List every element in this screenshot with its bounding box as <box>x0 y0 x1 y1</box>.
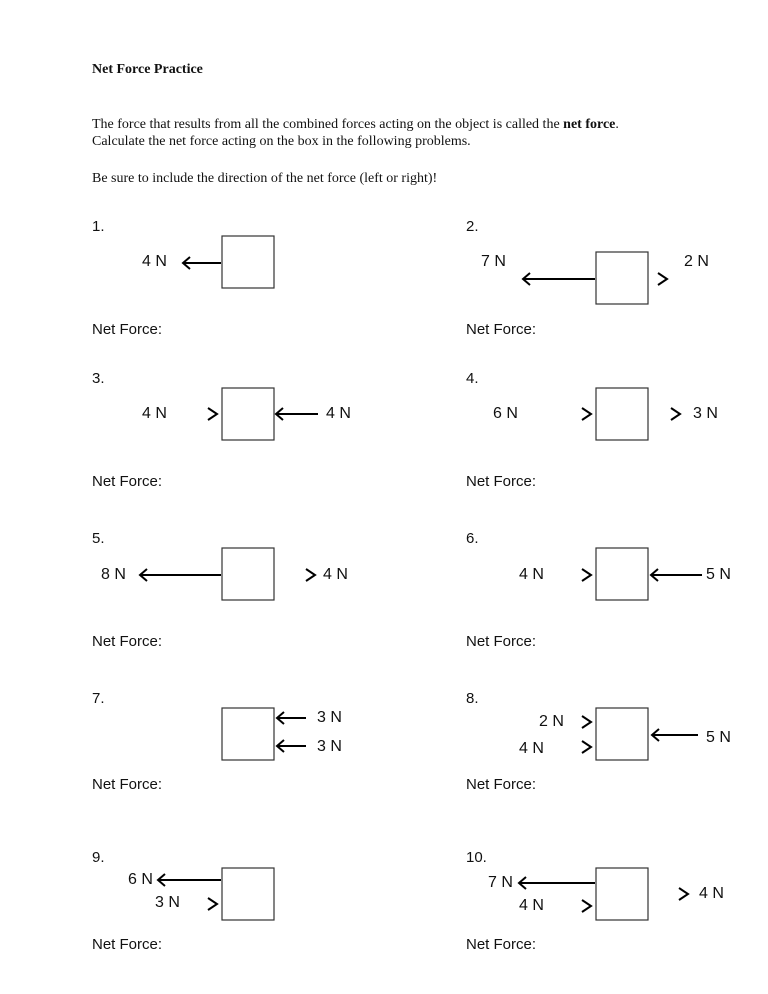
arrow-right-3-a <box>208 408 217 420</box>
force-label: 4 N <box>519 566 544 583</box>
net-force-label-5: Net Force: <box>92 633 163 650</box>
net-force-label-6: Net Force: <box>466 633 537 650</box>
arrow-left-8-c <box>652 729 698 741</box>
force-label: 4 N <box>142 405 167 422</box>
force-label: 7 N <box>481 253 506 270</box>
box-5 <box>222 548 274 600</box>
problem-7-number: 7. <box>92 690 105 707</box>
box-8 <box>596 708 648 760</box>
box-6 <box>596 548 648 600</box>
intro-text-start: The force that results from all the combined forces acting on the object is called the <box>92 117 564 132</box>
force-label: 3 N <box>155 894 180 911</box>
arrow-right-10-c <box>679 888 688 900</box>
force-label: 2 N <box>539 713 564 730</box>
problem-9-number: 9. <box>92 849 105 866</box>
problem-8-number: 8. <box>466 690 479 707</box>
force-label: 7 N <box>488 874 513 891</box>
arrow-right-9-b <box>208 898 217 910</box>
force-label: 5 N <box>706 729 731 746</box>
net-force-label-1: Net Force: <box>92 321 163 338</box>
box-9 <box>222 868 274 920</box>
box-10 <box>596 868 648 920</box>
problem-5-number: 5. <box>92 530 105 547</box>
problem-1-number: 1. <box>92 218 105 235</box>
arrow-left-6-b <box>651 569 702 581</box>
arrow-left-10-a <box>519 877 595 889</box>
arrow-right-4-b <box>671 408 680 420</box>
force-label: 4 N <box>519 740 544 757</box>
arrow-left-9-a <box>158 874 221 886</box>
net-force-label-3: Net Force: <box>92 473 163 490</box>
problem-10-number: 10. <box>466 849 487 866</box>
arrow-right-8-b <box>582 741 591 753</box>
force-label: 8 N <box>101 566 126 583</box>
net-force-label-9: Net Force: <box>92 936 163 953</box>
box-4 <box>596 388 648 440</box>
net-force-label-4: Net Force: <box>466 473 537 490</box>
force-label: 6 N <box>128 871 153 888</box>
problem-6-number: 6. <box>466 530 479 547</box>
force-label: 4 N <box>699 885 724 902</box>
arrow-right-10-b <box>582 900 591 912</box>
arrow-left-5-a <box>140 569 221 581</box>
arrow-right-8-a <box>582 716 591 728</box>
arrow-right-5-b <box>306 569 315 581</box>
arrow-right-6-a <box>582 569 591 581</box>
direction-reminder: Be sure to include the direction of the net force (left or right)! <box>92 171 438 186</box>
arrow-left-7-a <box>277 712 306 724</box>
force-label: 5 N <box>706 566 731 583</box>
arrow-left-7-b <box>277 740 306 752</box>
box-2 <box>596 252 648 304</box>
force-label: 4 N <box>323 566 348 583</box>
box-7 <box>222 708 274 760</box>
arrow-left-1-a <box>183 257 221 269</box>
force-label: 2 N <box>684 253 709 270</box>
force-label: 4 N <box>142 253 167 270</box>
force-label: 4 N <box>326 405 351 422</box>
problem-2-number: 2. <box>466 218 479 235</box>
intro-paragraph <box>92 116 662 150</box>
arrow-right-2-b <box>658 273 667 285</box>
net-force-label-8: Net Force: <box>466 776 537 793</box>
problem-3-number: 3. <box>92 370 105 387</box>
net-force-label-7: Net Force: <box>92 776 163 793</box>
force-label: 4 N <box>519 897 544 914</box>
box-1 <box>222 236 274 288</box>
arrow-left-2-a <box>523 273 595 285</box>
force-label: 6 N <box>493 405 518 422</box>
force-label: 3 N <box>693 405 718 422</box>
force-label: 3 N <box>317 738 342 755</box>
intro-bold-term: net force <box>563 117 616 132</box>
net-force-label-2: Net Force: <box>466 321 537 338</box>
net-force-label-10: Net Force: <box>466 936 537 953</box>
problem-4-number: 4. <box>466 370 479 387</box>
force-label: 3 N <box>317 709 342 726</box>
intro-text-end: . Calculate the net force acting on the box in the following problems. <box>92 117 619 149</box>
arrow-left-3-b <box>276 408 318 420</box>
box-3 <box>222 388 274 440</box>
arrow-right-4-a <box>582 408 591 420</box>
worksheet-title: Net Force Practice <box>92 62 203 77</box>
